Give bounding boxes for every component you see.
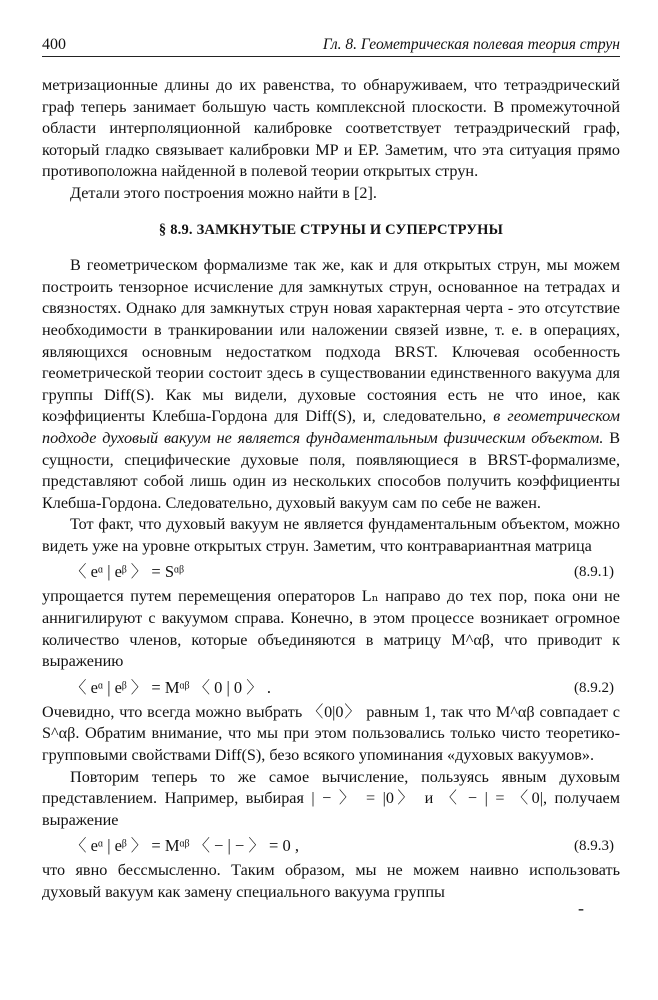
page-body [42, 75, 620, 904]
margin-mark: - [578, 898, 584, 918]
running-title: Гл. 8. Геометрическая полевая теория струн [322, 36, 620, 53]
paragraph-3 [42, 255, 620, 514]
paragraph-4: Тот факт, что духовый вакуум не является фундаментальным объектом, можно видеть уже на уровне открытых струн. Заметим, что контравариантная матрица [42, 515, 620, 555]
paragraph-3-end: В сущности, специфические духовые поля, появляющиеся в BRST-формализме, представляют собой лишь один из нескольких способов получить коэффициенты Клебша-Гордона. Следовательно, духовый вакуум сам по себе не важен. [42, 428, 621, 512]
paragraph-7: Повторим теперь то же самое вычисление, пользуясь явным духовым представлением. Например, выбирая | − 〉 = |0〉 и 〈 − | = 〈0|, получаем выражение [42, 767, 620, 829]
section-title: § 8.9. ЗАМКНУТЫЕ СТРУНЫ И СУПЕРСТРУНЫ [158, 221, 504, 238]
equation-1-body: 〈 eᵅ | eᵝ 〉 = Sᵅᵝ [70, 562, 184, 582]
page-number: 400 [42, 36, 66, 53]
equation-3-number: (8.9.3) [574, 838, 614, 855]
equation-1 [42, 560, 620, 584]
paragraph-8: что явно бессмысленно. Таким образом, мы не можем наивно использовать духовый вакуум как замену специального вакуума группы [42, 861, 620, 901]
equation-3 [42, 834, 620, 858]
paragraph-5: упрощается путем перемещения операторов Lₙ направо до тех пор, пока они не аннигилируют с вакуумом справа. Конечно, в этом процессе возникает огромное количество членов, которые объединяются в матрицу M^αβ, что приводит к выражению [42, 587, 620, 671]
equation-3-body: 〈 eᵅ | eᵝ 〉 = Mᵅᵝ 〈 − | − 〉 = 0 , [70, 836, 299, 856]
equation-2-body: 〈 eᵅ | eᵝ 〉 = Mᵅᵝ 〈 0 | 0 〉 . [70, 677, 272, 697]
paragraph-2: Детали этого построения можно найти в [2]. [70, 183, 377, 202]
paragraph-3-start: В геометрическом формализме так же, как и для открытых струн, мы можем построить тензорное исчисление для замкнутых струн, основанное на тетрадах и связностях. Однако для замкнутых струн новая характерная черта - это отсутствие необходимости в транкировании или наложении связей извне, т. е. в операциях, являющихся основным недостатком подхода BRST. Ключевая особенность геометрической теории состоит здесь в существовании единственного вакуума для группы Diff(S). Как мы видели, духовые состояния есть не что иное, как коэффициенты Клебша-Гордона для Diff(S), и, следовательно, [42, 256, 620, 426]
paragraph-1: метризационные длины до их равенства, то обнаруживаем, что тетраэдрический граф теперь занимает большую часть комплексной плоскости. В промежуточной области интерполяционной калибровке соответствует тетраэдрический граф, который гладко связывает калибровки MP и EP. Заметим, что эта ситуация прямо противоположна найденной в полевой теории открытых струн. [42, 76, 620, 181]
equation-2-number: (8.9.2) [574, 679, 614, 696]
paragraph-6: Очевидно, что всегда можно выбрать 〈0|0〉 равным 1, так что M^αβ совпадает с S^αβ. Обратим внимание, что мы при этом пользовались только чисто теоретико-групповыми свойствами Diff(S), безо всякого упоминания «духовых вакуумов». [42, 702, 620, 765]
page-header [42, 34, 620, 57]
equation-1-number: (8.9.1) [574, 564, 614, 581]
book-page [42, 34, 620, 904]
equation-2 [42, 676, 620, 700]
paragraph-3-emphasis: в геометрическом подходе духовый вакуум не является фундаментальным физическим объектом. [42, 407, 620, 447]
